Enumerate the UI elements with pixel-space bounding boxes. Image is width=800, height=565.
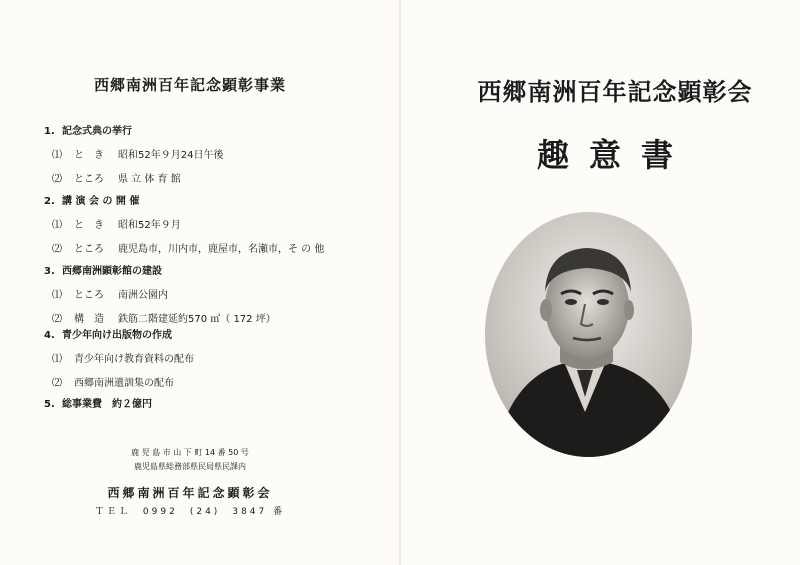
list-item <box>52 310 276 325</box>
item-index: ⑵ <box>52 174 62 185</box>
item-label: 構 造 <box>74 314 104 325</box>
item-index: ⑴ <box>52 290 62 301</box>
list-item <box>52 286 276 301</box>
item-value: 鹿児島市，川内市，鹿屋市，名瀬市，そ の 他 <box>118 244 325 255</box>
section-title: 西郷南洲顕彰館の建設 <box>62 266 162 277</box>
item-value: 昭和52年９月24日午後 <box>118 150 224 161</box>
item-label: ところ <box>74 244 104 255</box>
list-item <box>52 216 324 231</box>
section-heading <box>44 192 324 207</box>
organization-name: 西郷南洲百年記念顕彰会 <box>107 486 273 500</box>
item-index: ⑴ <box>52 354 62 365</box>
section-title: 総事業費 約２億円 <box>62 399 152 410</box>
item-value: 南洲公園内 <box>118 290 168 301</box>
telephone: ＴＥＬ 0992 (24) 3847 番 <box>94 507 286 517</box>
item-label: と き <box>74 220 104 231</box>
section-3 <box>44 262 276 334</box>
section-number: 3. <box>44 266 55 277</box>
section-heading <box>44 326 194 341</box>
item-index: ⑴ <box>52 150 62 161</box>
item-value: 西郷南洲遺訓集の配布 <box>74 378 174 389</box>
list-item <box>52 170 223 185</box>
cover-title: 西郷南洲百年記念顕彰会 <box>477 77 753 106</box>
section-number: 4. <box>44 330 55 341</box>
section-heading <box>44 395 152 410</box>
list-item <box>52 146 223 161</box>
cover-subtitle: 趣意書 <box>536 136 693 174</box>
item-index: ⑵ <box>52 244 62 255</box>
item-value: 県 立 体 育 館 <box>118 174 181 185</box>
section-number: 1. <box>44 126 55 137</box>
item-value: 青少年向け教育資料の配布 <box>74 354 194 365</box>
item-index: ⑵ <box>52 314 62 325</box>
section-4 <box>44 326 194 398</box>
address-line-2: 鹿児島県総務部県民局県民課内 <box>134 462 246 471</box>
portrait-photo <box>485 212 692 457</box>
section-heading <box>44 262 276 277</box>
item-label: と き <box>74 150 104 161</box>
section-title: 講 演 会 の 開 催 <box>62 196 140 207</box>
section-2 <box>44 192 324 264</box>
list-item <box>52 240 324 255</box>
item-label: ところ <box>74 290 104 301</box>
section-title: 記念式典の挙行 <box>62 126 132 137</box>
item-index: ⑴ <box>52 220 62 231</box>
section-number: 2. <box>44 196 55 207</box>
section-heading <box>44 122 223 137</box>
address-line-1: 鹿 児 島 市 山 下 町 14 番 50 号 <box>131 448 249 457</box>
item-value: 鉄筋二階建延約570 ㎡（ 172 坪） <box>118 314 276 325</box>
section-5 <box>44 395 152 419</box>
item-label: ところ <box>74 174 104 185</box>
item-value: 昭和52年９月 <box>118 220 181 231</box>
section-1 <box>44 122 223 194</box>
section-title: 青少年向け出版物の作成 <box>62 330 172 341</box>
section-number: 5. <box>44 399 55 410</box>
item-index: ⑵ <box>52 378 62 389</box>
list-item <box>52 350 194 365</box>
left-page-title: 西郷南洲百年記念顕彰事業 <box>93 76 286 94</box>
list-item <box>52 374 194 389</box>
portrait-icon <box>485 212 692 457</box>
